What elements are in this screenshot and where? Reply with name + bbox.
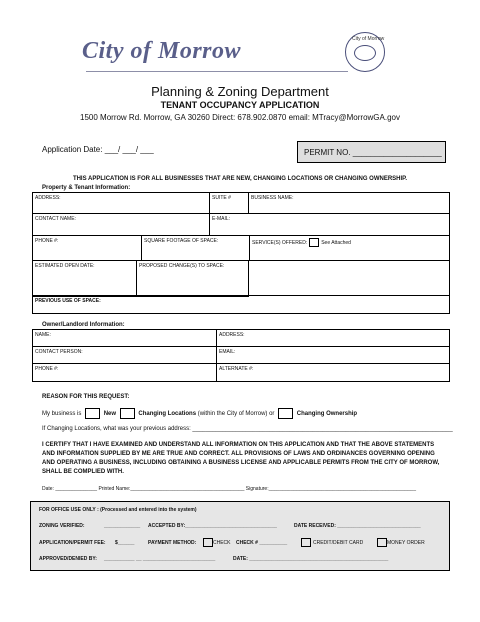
application-date-field[interactable]: Application Date: ___/ ___/ ___: [42, 145, 154, 154]
services-offered-label: SERVICE(S) OFFERED:: [252, 239, 308, 246]
property-row-5: [32, 295, 450, 314]
property-row-3: [32, 235, 450, 261]
contact-person-label: CONTACT PERSON:: [35, 349, 83, 355]
approved-denied-label: APPROVED/DENIED BY:: [39, 556, 97, 562]
changing-ownership-label: Changing Ownership: [296, 411, 358, 418]
credit-card-label: CREDIT/DEBIT CARD: [313, 540, 364, 546]
changing-locations-checkbox[interactable]: [120, 408, 135, 419]
services-offered-cell[interactable]: [250, 236, 450, 261]
owner-name-label: NAME:: [35, 332, 51, 338]
form-title: TENANT OCCUPANCY APPLICATION: [160, 100, 320, 110]
open-date-cell[interactable]: [33, 261, 137, 297]
office-use-heading: FOR OFFICE USE ONLY : (Processed and entered into the system): [39, 507, 197, 513]
reason-heading: REASON FOR THIS REQUEST:: [42, 394, 130, 400]
my-business-is-label: My business is: [42, 411, 82, 418]
logo-underline: [86, 71, 348, 72]
open-date-label: ESTIMATED OPEN DATE:: [35, 263, 95, 269]
business-name-label: BUSINESS NAME:: [251, 195, 294, 201]
square-footage-label: SQUARE FOOTAGE OF SPACE:: [144, 238, 219, 244]
email-label: E-MAIL:: [212, 216, 231, 222]
check-label: CHECK: [213, 540, 231, 546]
see-attached-label: See Attached: [321, 239, 351, 246]
owner-phone-label: PHONE #:: [35, 366, 59, 372]
proposed-changes-label: PROPOSED CHANGE(S) TO SPACE:: [139, 263, 225, 269]
permit-number-box[interactable]: PERMIT NO. ____________________: [297, 141, 446, 163]
alternate-phone-cell[interactable]: [217, 364, 450, 382]
payment-method-label: PAYMENT METHOD:: [148, 540, 197, 546]
zoning-verified-label: ZONING VERIFIED:: [39, 523, 85, 529]
owner-email-label: EMAIL:: [219, 349, 236, 355]
phone-cell[interactable]: [33, 236, 142, 261]
changing-locations-label: Changing Locations: [138, 411, 197, 418]
owner-address-cell[interactable]: [217, 330, 450, 347]
certification-statement: I CERTIFY THAT I HAVE EXAMINED AND UNDERSTAND ALL INFORMATION ON THIS APPLICATION AND THAT THE ABOVE STATEMENTS AND INFORMATION SUPPLIED BY ME ARE TRUE AND CORRECT. ALL PROVISIONS OF LAWS AND ORDINANCES GOVERNING OPENING AND OPERATING A BUSINESS, INCLUDING OBTAINING A BUSINESS LICENSE AND APPLICABLE PERMITS FROM THE CITY OF MORROW, SHALL BE COMPLIED WITH.: [42, 442, 440, 475]
owner-name-cell[interactable]: [33, 330, 217, 347]
owner-email-cell[interactable]: [217, 347, 450, 364]
department-address: 1500 Morrow Rd. Morrow, GA 30260 Direct: 678.902.0870 email: MTracy@MorrowGA.gov: [80, 113, 400, 122]
signature-line[interactable]: Date: _______________ Printed Name:_________________________________________ Signature:_____________________________________________________: [42, 486, 416, 492]
suite-number-label: SUITE #: [212, 195, 231, 201]
seal-text: City of Morrow: [352, 36, 385, 42]
previous-address-field[interactable]: If Changing Locations, what was your previous address: ______________________________________________________________________________: [42, 426, 453, 432]
money-order-label: MONEY ORDER: [387, 540, 425, 546]
credit-card-checkbox[interactable]: [301, 538, 311, 547]
owner-section-heading: Owner/Landlord Information:: [42, 322, 125, 328]
property-row-2: [32, 213, 450, 236]
previous-use-label: PREVIOUS USE OF SPACE:: [35, 298, 101, 304]
applicability-notice: THIS APPLICATION IS FOR ALL BUSINESSES THAT ARE NEW, CHANGING LOCATIONS OR CHANGING OWNERSHIP.: [72, 176, 408, 182]
city-logo-text: City of Morrow: [82, 38, 242, 64]
approval-date-field[interactable]: DATE: __________________________________________________: [233, 556, 389, 562]
phone-label: PHONE #:: [35, 238, 59, 244]
owner-address-label: ADDRESS:: [219, 332, 245, 338]
seal-emblem-icon: [354, 45, 376, 61]
approved-denied-field[interactable]: ___________ __ __________________________: [104, 556, 216, 562]
alternate-phone-label: ALTERNATE #:: [219, 366, 254, 372]
app-fee-label: APPLICATION/PERMIT FEE:: [39, 540, 106, 546]
new-label: New: [103, 411, 117, 418]
property-section-heading: Property & Tenant Information:: [42, 185, 131, 191]
changing-ownership-checkbox[interactable]: [278, 408, 293, 419]
accepted-by-field[interactable]: ACCEPTED BY:_________________________________: [148, 523, 277, 529]
app-fee-field[interactable]: $______: [115, 540, 135, 546]
see-attached-checkbox[interactable]: [309, 238, 319, 247]
office-use-box: [30, 501, 450, 571]
contact-name-label: CONTACT NAME:: [35, 216, 76, 222]
square-footage-cell[interactable]: [142, 236, 250, 261]
email-cell[interactable]: [210, 214, 450, 236]
date-received-field[interactable]: DATE RECEIVED: ______________________________: [294, 523, 421, 529]
owner-landlord-table: [32, 329, 450, 382]
department-name: Planning & Zoning Department: [151, 84, 329, 99]
address-cell[interactable]: [33, 193, 210, 214]
check-number-field[interactable]: CHECK # __________: [236, 540, 288, 546]
money-order-checkbox[interactable]: [377, 538, 387, 547]
proposed-changes-continued[interactable]: [249, 261, 450, 297]
business-name-cell[interactable]: [249, 193, 450, 214]
business-type-line: [42, 408, 357, 419]
address-label: ADDRESS:: [35, 195, 61, 201]
check-checkbox[interactable]: [203, 538, 213, 547]
suite-cell[interactable]: [210, 193, 249, 214]
zoning-verified-field[interactable]: _____________: [104, 523, 141, 529]
property-row-1: [32, 192, 450, 214]
contact-person-cell[interactable]: [33, 347, 217, 364]
proposed-changes-cell[interactable]: [137, 261, 249, 297]
property-row-4: [32, 260, 450, 297]
contact-name-cell[interactable]: [33, 214, 210, 236]
previous-use-cell[interactable]: [33, 296, 450, 314]
within-city-label: (within the City of Morrow) or: [197, 411, 275, 418]
owner-phone-cell[interactable]: [33, 364, 217, 382]
new-checkbox[interactable]: [85, 408, 100, 419]
